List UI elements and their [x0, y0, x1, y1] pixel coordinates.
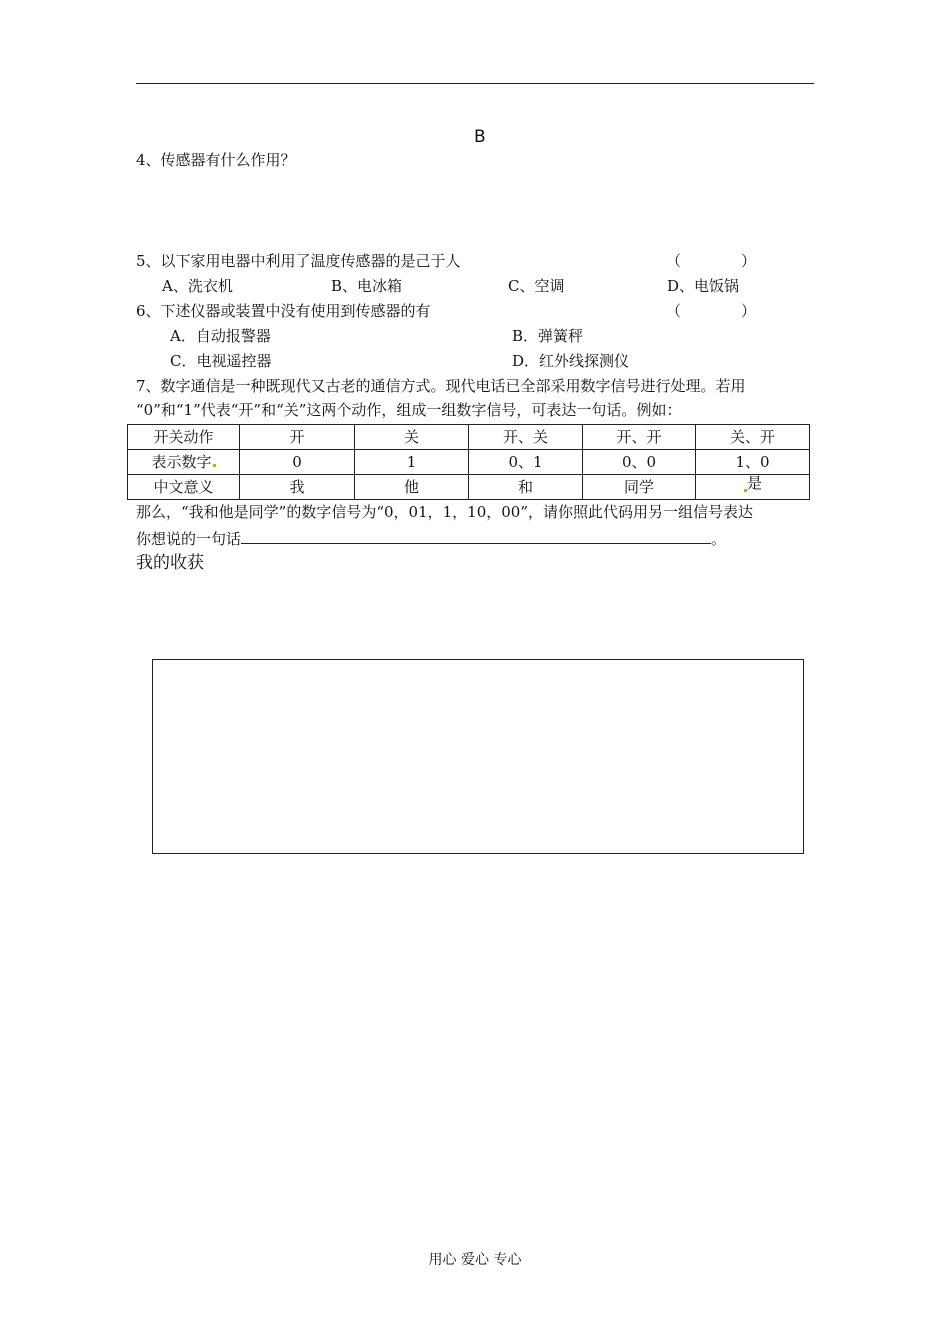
table-cell: 开	[240, 425, 355, 450]
table-cell: 开关动作	[128, 425, 240, 450]
table-row-actions	[128, 425, 810, 450]
page-footer: 用心 爱心 专心	[428, 1252, 522, 1268]
table-cell: 开、开	[583, 425, 696, 450]
answer-blank-line[interactable]	[241, 528, 711, 544]
question-5: 5、以下家用电器中利用了温度传感器的是己于人	[136, 252, 461, 270]
q5-option-c: C、空调	[508, 277, 565, 295]
table-cell: 关、开	[696, 425, 810, 450]
table-cell: 同学	[583, 475, 696, 500]
section-label: B	[474, 127, 486, 147]
table-cell: 表示数字	[128, 450, 240, 475]
question-7-line-2: “0”和“1”代表“开”和“关”这两个动作，组成一组数字信号，可表达一句话。例如：	[136, 401, 682, 419]
q5-option-d: D、电饭锅	[667, 277, 740, 295]
table-cell: 关	[355, 425, 469, 450]
header-rule	[136, 83, 814, 84]
table-cell: 0	[240, 450, 355, 475]
q6-option-b: B．弹簧秤	[512, 327, 584, 345]
table-cell: 开、关	[469, 425, 583, 450]
signal-code-table	[127, 424, 810, 500]
q5-option-a: A、洗衣机	[162, 277, 233, 295]
q6-option-c: C．电视遥控器	[170, 352, 272, 370]
table-row-digits	[128, 450, 810, 475]
table-cell: 0、1	[469, 450, 583, 475]
table-row-meanings	[128, 475, 810, 500]
table-cell: 和	[469, 475, 583, 500]
q5-option-b: B、电冰箱	[331, 277, 403, 295]
table-cell: 我	[240, 475, 355, 500]
question-7-after-2: 你想说的一句话 。	[136, 530, 727, 548]
question-6: 6、下述仪器或装置中没有使用到传感器的有	[136, 302, 431, 320]
question-7-after-1: 那么，“我和他是同学”的数字信号为“0，01，1，10，00”，请你照此代码用另一组信号表达	[136, 503, 754, 521]
table-cell: 0、0	[583, 450, 696, 475]
question-5-answer-bracket: （ ）	[666, 252, 757, 270]
question-6-answer-bracket: （ ）	[666, 302, 757, 320]
table-cell: 1	[355, 450, 469, 475]
q6-option-a: A．自动报警器	[170, 327, 271, 345]
question-4: 4、传感器有什么作用？	[136, 151, 296, 169]
harvest-title: 我的收获	[136, 553, 204, 573]
table-cell: 中文意义	[128, 475, 240, 500]
table-cell: 是	[696, 475, 810, 500]
q6-option-d: D．红外线探测仪	[512, 352, 630, 370]
harvest-answer-box[interactable]	[152, 659, 804, 854]
table-cell: 1、0	[696, 450, 810, 475]
table-cell: 他	[355, 475, 469, 500]
question-7-line-1: 7、数字通信是一种既现代又古老的通信方式。现代电话已全部采用数字信号进行处理。若用	[136, 377, 746, 395]
